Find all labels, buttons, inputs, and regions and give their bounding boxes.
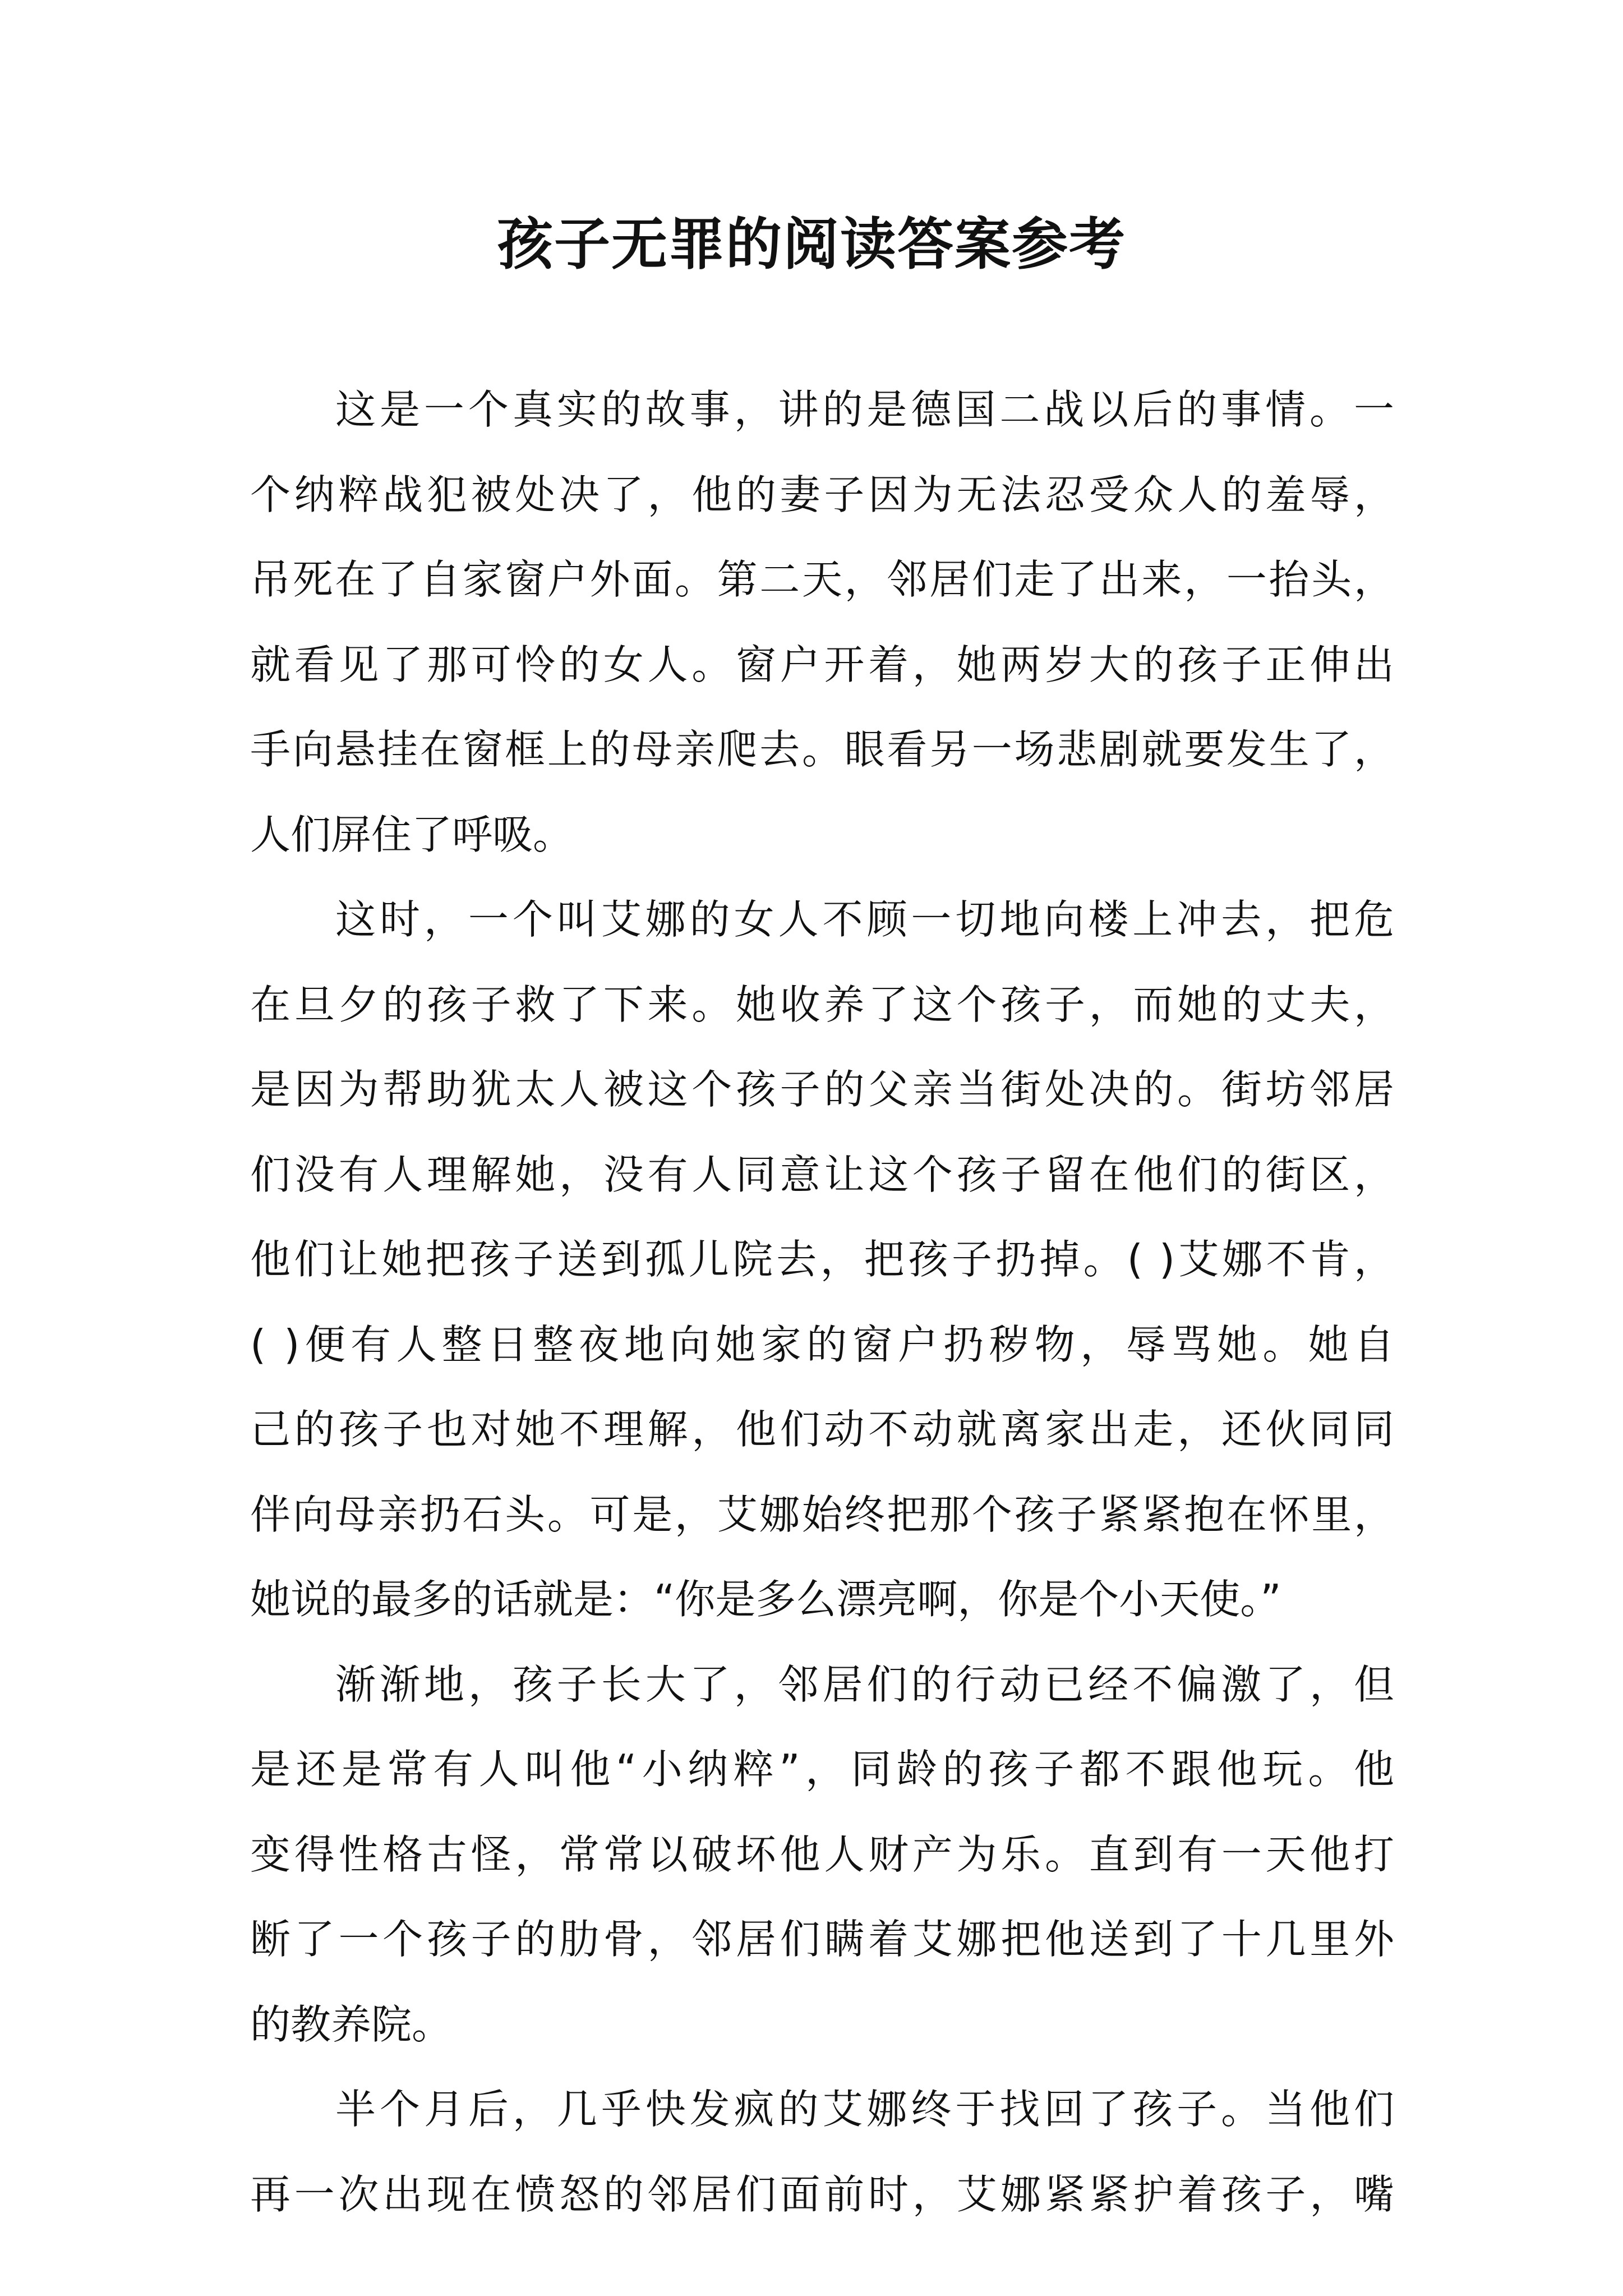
text-line: 这时，一个叫艾娜的女人不顾一切地向楼上冲去，把危 <box>335 896 1394 943</box>
text-line: 渐渐地，孩子长大了，邻居们的行动已经不偏激了，但 <box>335 1660 1394 1708</box>
text-line: 人们屏住了呼吸。 <box>250 811 574 858</box>
text-line: ( )便有人整日整夜地向她家的窗户扔秽物，辱骂她。她自 <box>250 1320 1394 1368</box>
text-line: 是因为帮助犹太人被这个孩子的父亲当街处决的。街坊邻居 <box>250 1066 1394 1113</box>
text-line: 吊死在了自家窗户外面。第二天，邻居们走了出来，一抬头， <box>250 556 1394 603</box>
text-line: 这是一个真实的故事，讲的是德国二战以后的事情。一 <box>335 386 1394 433</box>
document-body <box>250 367 1394 2237</box>
text-line: 在旦夕的孩子救了下来。她收养了这个孩子，而她的丈夫， <box>250 981 1394 1028</box>
text-line: 再一次出现在愤怒的邻居们面前时，艾娜紧紧护着孩子，嘴 <box>250 2170 1394 2218</box>
text-line: 伴向母亲扔石头。可是，艾娜始终把那个孩子紧紧抱在怀里， <box>250 1490 1394 1538</box>
text-line: 变得性格古怪，常常以破坏他人财产为乐。直到有一天他打 <box>250 1830 1394 1878</box>
text-line: 她说的最多的话就是：“你是多么漂亮啊，你是个小天使。” <box>250 1576 1281 1623</box>
text-line: 断了一个孩子的肋骨，邻居们瞒着艾娜把他送到了十几里外 <box>250 1916 1394 1963</box>
text-line: 们没有人理解她，没有人同意让这个孩子留在他们的街区， <box>250 1151 1394 1198</box>
text-line: 是还是常有人叫他“小纳粹”，同龄的孩子都不跟他玩。他 <box>250 1746 1394 1793</box>
document-title: 孩子无罪的阅读答案参考 <box>497 211 1126 277</box>
text-line: 就看见了那可怜的女人。窗户开着，她两岁大的孩子正伸出 <box>250 641 1394 688</box>
text-line: 他们让她把孩子送到孤儿院去，把孩子扔掉。( )艾娜不肯， <box>250 1236 1394 1283</box>
text-line: 己的孩子也对她不理解，他们动不动就离家出走，还伙同同 <box>250 1406 1394 1453</box>
text-line: 手向悬挂在窗框上的母亲爬去。眼看另一场悲剧就要发生了， <box>250 726 1394 773</box>
text-line: 的教养院。 <box>250 2000 453 2048</box>
text-line: 个纳粹战犯被处决了，他的妻子因为无法忍受众人的羞辱， <box>250 471 1394 518</box>
text-line: 半个月后，几乎快发疯的艾娜终于找回了孩子。当他们 <box>335 2086 1394 2133</box>
